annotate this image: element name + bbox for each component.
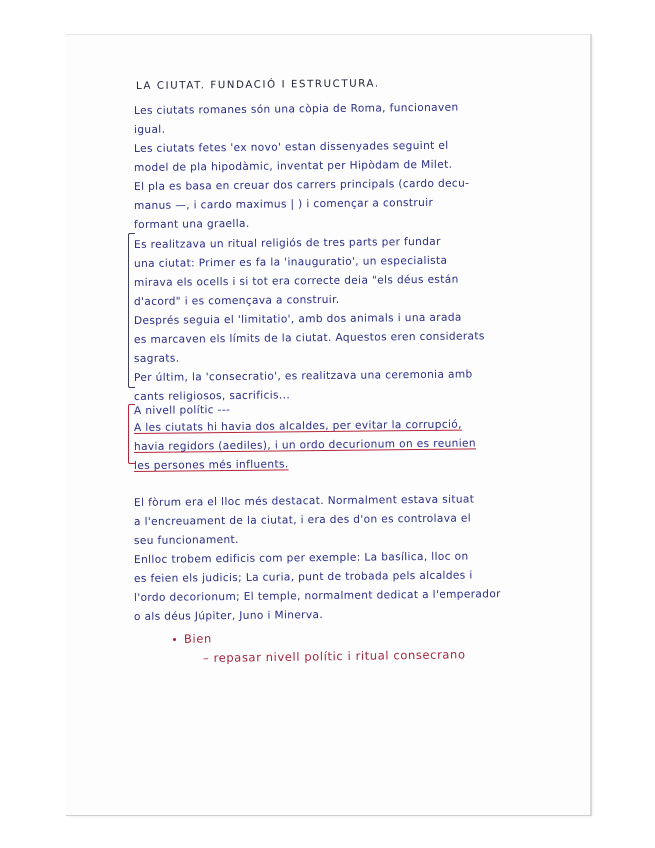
intro-line-2: igual. xyxy=(133,123,166,136)
political-line-1: A nivell polític --- xyxy=(133,403,231,417)
ritual-line-7: sagrats. xyxy=(133,352,180,365)
teacher-feedback-grade-text: Bien xyxy=(183,631,212,646)
teacher-feedback-grade xyxy=(173,631,212,646)
ritual-line-6: es marcaven els límits de la ciutat. Aquestos eren considerats xyxy=(133,330,485,346)
forum-line-7: o als déus Júpiter, Juno i Minerva. xyxy=(133,609,324,623)
political-line-2: A les ciutats hi havia dos alcaldes, per evitar la corrupció, xyxy=(133,418,462,434)
forum-line-6: l'ordo decorionum; El temple, normalment dedicat a l'emperador xyxy=(133,588,501,604)
intro-line-6: manus —, i cardo maximus | ) i començar a construir xyxy=(133,196,434,212)
teacher-feedback-note: – repasar nivell polític i ritual consecrano xyxy=(202,647,466,665)
forum-line-4: Enlloc trobem edificis com per exemple: La basílica, lloc on xyxy=(133,550,469,566)
ritual-line-2: una ciutat: Primer es fa la 'inauguratio', un especialista xyxy=(133,254,448,270)
page-title: LA CIUTAT. FUNDACIÓ I ESTRUCTURA. xyxy=(135,78,380,92)
forum-line-1: El fòrum era el lloc més destacat. Normalment estava situat xyxy=(133,493,475,509)
ritual-line-4: d'acord" i es començava a construir. xyxy=(133,293,340,308)
forum-line-3: seu funcionament. xyxy=(133,533,239,547)
political-line-3: havia regidors (aediles), i un ordo decurionum on es reunien xyxy=(133,437,476,453)
intro-line-5: El pla es basa en creuar dos carrers principals (cardo decu- xyxy=(133,177,470,193)
bullet-dot-icon xyxy=(173,638,176,641)
ritual-line-8: Per últim, la 'consecratio', es realitzava una ceremonia amb xyxy=(133,368,473,384)
intro-line-7: formant una graella. xyxy=(133,217,250,231)
intro-line-4: model de pla hipodàmic, inventat per Hipòdam de Milet. xyxy=(133,158,453,174)
ritual-line-3: mirava els ocells i si tot era correcte deia "els déus están xyxy=(133,273,459,289)
intro-line-3: Les ciutats fetes 'ex novo' estan dissenyades seguint el xyxy=(133,139,449,155)
forum-line-2: a l'encreuament de la ciutat, i era des d'on es controlava el xyxy=(133,512,472,528)
political-line-4: les persones més influents. xyxy=(133,458,289,472)
ritual-line-1: Es realitzava un ritual religiós de tres parts per fundar xyxy=(133,235,441,251)
ritual-line-5: Després seguia el 'limitatio', amb dos animals i una arada xyxy=(133,311,462,327)
intro-line-1: Les ciutats romanes són una còpia de Roma, funcionaven xyxy=(133,101,459,117)
ritual-line-9: cants religiosos, sacrificis... xyxy=(133,389,291,403)
forum-line-5: es feien els judicis; La curia, punt de trobada pels alcaldes i xyxy=(133,569,473,585)
